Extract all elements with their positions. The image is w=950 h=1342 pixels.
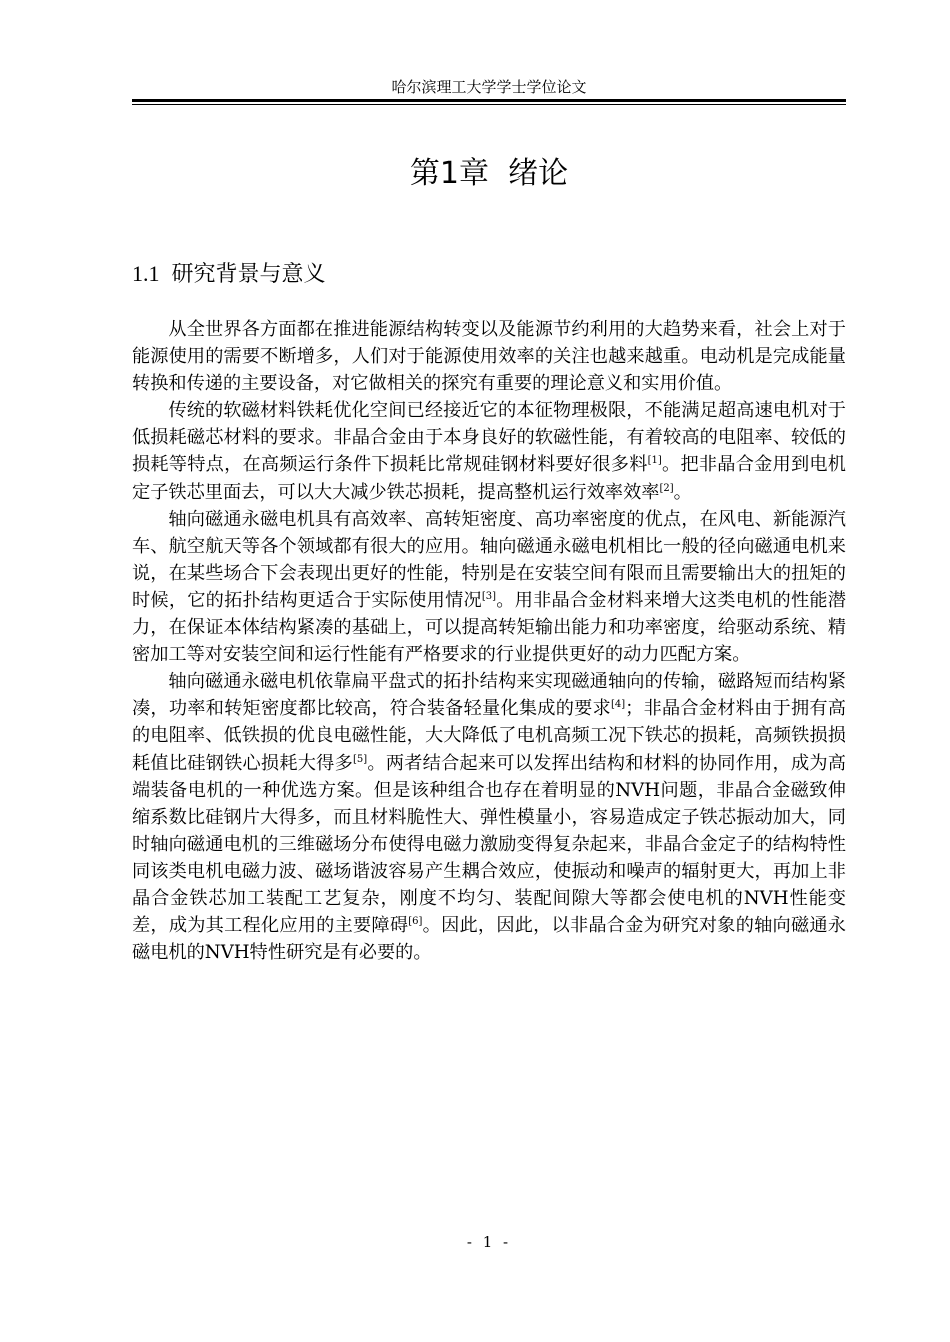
section-title-text: 研究背景与意义	[171, 262, 326, 287]
paragraph-text: 从全世界各方面都在推进能源结构转变以及能源节约利用的大趋势来看，社会上对于能源使用的需要不断增多，人们对于能源使用效率的关注也越来越重。电动机是完成能量转换和传递的主要设备，对它做相关的探究有重要的理论意义和实用价值。	[132, 319, 846, 395]
paragraph-text: 。因此，因此，以非晶合金为研究对象的轴向磁通永磁电机的NVH特性研究是有必要的。	[132, 915, 846, 964]
paragraph-text: 。用非晶合金材料来增大这类电机的性能潜力，在保证本体结构紧凑的基础上，可以提高转矩输出能力和功率密度，给驱动系统、精密加工等对安装空间和运行性能有严格要求的行业提供更好的动力匹配方案。	[132, 589, 846, 666]
paragraph-text: ；非晶合金材料由于拥有高的电阻率、低铁损的优良电磁性能，大大降低了电机高频工况下铁芯的损耗，高频铁损损耗值比硅钢铁心损耗大得多	[132, 698, 846, 774]
paragraph-2	[132, 397, 846, 505]
running-header: 哈尔滨理工大学学士学位论文	[391, 78, 587, 96]
paragraph-text: 轴向磁通永磁电机依靠扁平盘式的拓扑结构来实现磁通轴向的传输，磁路短而结构紧凑，功率和转矩密度都比较高，符合装备轻量化集成的要求	[132, 671, 846, 720]
body-text	[132, 316, 846, 966]
citation-ref: [3]	[481, 590, 497, 602]
page-number: - 1 -	[466, 1233, 512, 1251]
citation-ref: [1]	[647, 455, 662, 467]
paragraph-text: 。把非晶合金用到电机定子铁芯里面去，可以大大减少铁芯损耗，提高整机运行效率效率	[132, 454, 846, 503]
citation-ref: [6]	[408, 916, 423, 927]
paragraph-1	[132, 316, 846, 397]
paragraph-4	[132, 668, 846, 966]
chapter-title: 第1章 绪论	[409, 156, 569, 191]
citation-ref: [4]	[610, 699, 626, 711]
citation-ref: [2]	[659, 482, 674, 494]
header-rule-thick	[132, 99, 846, 102]
paragraph-text: 轴向磁通永磁电机具有高效率、高转矩密度、高功率密度的优点，在风电、新能源汽车、航空航天等各个领域都有很大的应用。轴向磁通永磁电机相比一般的径向磁通电机来说，在某些场合下会表现出更好的性能，特别是在安装空间有限而且需要输出大的扭矩的时候，它的拓扑结构更适合于实际使用情况	[132, 508, 846, 611]
section-number: 1.1	[132, 261, 160, 286]
header-rule-thin	[132, 104, 846, 105]
paragraph-text: 传统的软磁材料铁耗优化空间已经接近它的本征物理极限，不能满足超高速电机对于低损耗磁芯材料的要求。非晶合金由于本身良好的软磁性能，有着较高的电阻率、较低的损耗等特点，在高频运行条件下损耗比常规硅钢材料要好很多料	[132, 400, 846, 476]
section-heading	[132, 257, 326, 292]
paragraph-text: 。两者结合起来可以发挥出结构和材料的协同作用，成为高端装备电机的一种优选方案。但是该种组合也存在着明显的NVH问题，非晶合金磁致伸缩系数比硅钢片大得多，而且材料脆性大、弹性模量小，容易造成定子铁芯振动加大，同时轴向磁通电机的三维磁场分布使得电磁力激励变得复杂起来，非晶合金定子的结构特性同该类电机电磁力波、磁场谐波容易产生耦合效应，使振动和噪声的辐射更大，再加上非晶合金铁芯加工装配工艺复杂，刚度不均匀、装配间隙大等都会使电机的NVH性能变差，成为其工程化应用的主要障碍	[132, 752, 846, 937]
citation-ref: [5]	[353, 753, 368, 765]
paragraph-3	[132, 506, 846, 669]
paragraph-text: 。	[673, 481, 692, 503]
